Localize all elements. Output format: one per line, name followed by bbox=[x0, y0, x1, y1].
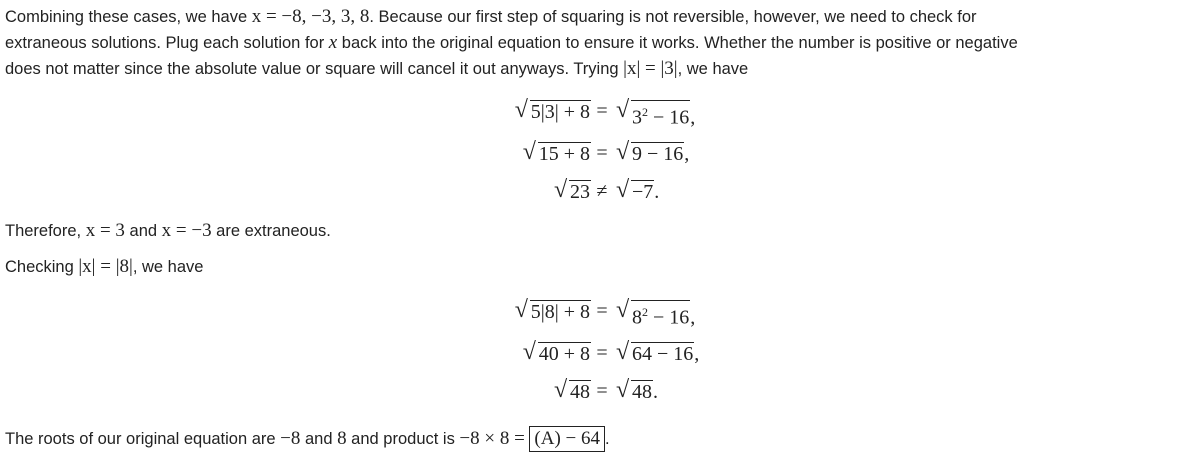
text: Checking bbox=[5, 258, 79, 276]
text: . Because our first step of squaring is not reversible, however, we need to check for bbox=[369, 8, 977, 26]
text: are extraneous. bbox=[211, 222, 331, 240]
text: Combining these cases, we have bbox=[5, 8, 252, 26]
equation-lhs: √ 40 + 8 bbox=[525, 342, 591, 366]
equation-rhs: √ −7. bbox=[618, 180, 659, 204]
equation-relation: = bbox=[596, 100, 608, 122]
math-inline: |x| = |3| bbox=[623, 58, 678, 79]
text: Therefore, bbox=[5, 222, 86, 240]
math-inline: 8 bbox=[337, 428, 347, 449]
text: and product is bbox=[346, 430, 460, 448]
paragraph-combining bbox=[5, 4, 977, 30]
equation-rhs: √ 48. bbox=[618, 380, 658, 404]
equation-rhs: √ $8^2 - 16$, bbox=[618, 300, 695, 330]
text: does not matter since the absolute value or square will cancel it out anyways. Trying bbox=[5, 60, 624, 78]
math-inline: −8 bbox=[280, 428, 301, 449]
equation-lhs: √ 5|3| + 8 bbox=[517, 100, 591, 124]
text: and bbox=[300, 430, 338, 448]
equation-rhs: √ 9 − 16, bbox=[618, 142, 689, 166]
text: extraneous solutions. Plug each solution for bbox=[5, 34, 329, 52]
equation-block-checking-8 bbox=[0, 296, 1203, 408]
equation-relation: = bbox=[596, 342, 608, 364]
text: , we have bbox=[677, 60, 749, 78]
text: , we have bbox=[132, 258, 204, 276]
text: back into the original equation to ensure it works. Whether the number is positive or negative bbox=[337, 34, 1018, 52]
equation-relation: = bbox=[596, 380, 608, 402]
equation-rhs: √ 64 − 16, bbox=[618, 342, 699, 366]
text: and bbox=[124, 222, 162, 240]
equation-lhs: √ 5|8| + 8 bbox=[517, 300, 591, 324]
math-inline: x bbox=[328, 32, 338, 53]
equation-relation: ≠ bbox=[596, 180, 608, 202]
equation-lhs: √ 48 bbox=[556, 380, 591, 404]
paragraph-line-2 bbox=[5, 30, 1018, 56]
math-inline: |x| = |8| bbox=[78, 256, 133, 277]
equation-relation: = bbox=[596, 300, 608, 322]
equation-relation: = bbox=[596, 142, 608, 164]
text: . bbox=[605, 430, 610, 448]
equation-rhs: √ $3^2 - 16$, bbox=[618, 100, 695, 130]
equation-block-trying-3 bbox=[0, 96, 1203, 208]
math-inline: x = −8, −3, 3, 8 bbox=[251, 6, 370, 27]
math-inline: −8 × 8 = bbox=[459, 428, 525, 449]
boxed-answer: (A) − 64 bbox=[529, 426, 605, 452]
paragraph-checking bbox=[5, 254, 203, 280]
math-inline: x = −3 bbox=[161, 220, 212, 241]
equation-lhs: √ 15 + 8 bbox=[525, 142, 591, 166]
math-inline: x = 3 bbox=[85, 220, 125, 241]
paragraph-extraneous bbox=[5, 218, 331, 244]
equation-lhs: √ 23 bbox=[556, 180, 591, 204]
text: The roots of our original equation are bbox=[5, 430, 281, 448]
paragraph-line-3 bbox=[5, 56, 748, 82]
paragraph-roots-product bbox=[5, 426, 610, 452]
